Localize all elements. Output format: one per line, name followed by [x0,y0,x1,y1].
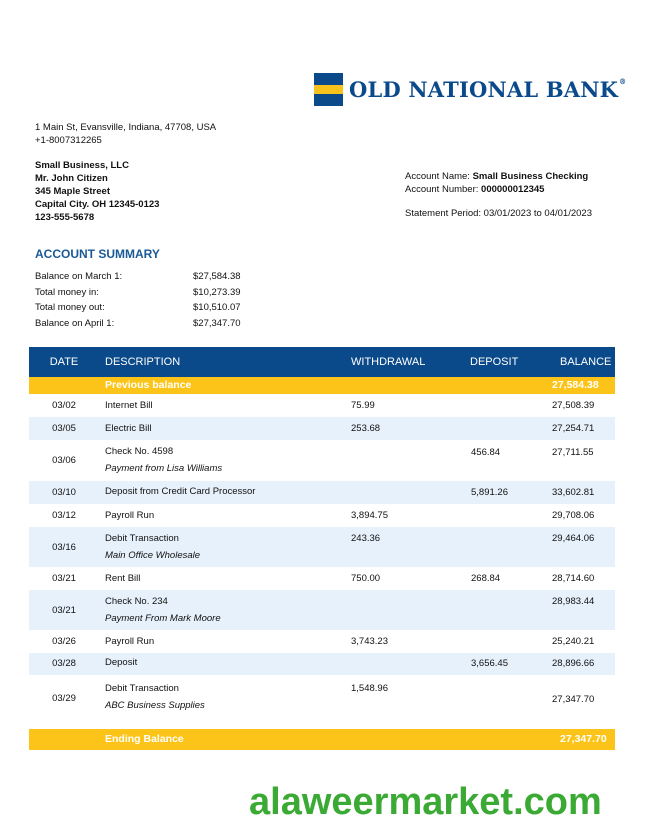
row-date: 03/05 [52,423,76,434]
row-description: Deposit from Credit Card Processor [105,486,256,497]
bank-address-line: 1 Main St, Evansville, Indiana, 47708, USA [35,122,217,133]
row-description: Rent Bill [105,573,141,584]
table-row [29,630,615,653]
previous-balance-label: Previous balance [105,379,192,391]
table-row [29,590,615,630]
header-date: DATE [49,356,79,368]
previous-balance-row [29,377,615,394]
table-row [29,527,615,567]
table-row [29,481,615,504]
row-deposit: 3,656.45 [471,658,508,669]
row-deposit: 456.84 [471,447,501,458]
row-date: 03/06 [52,455,76,466]
header-balance: BALANCE [560,356,612,368]
row-withdrawal: 1,548.96 [351,683,388,694]
account-name: Account Name: Small Business Checking [405,171,589,182]
header-deposit: DEPOSIT [470,356,519,368]
customer-contact: Mr. John Citizen [35,173,108,184]
table-header [29,347,615,377]
transactions-table [29,347,615,750]
table-row [29,675,615,722]
table-row [29,394,615,417]
row-description: Payroll Run [105,636,155,647]
row-deposit: 5,891.26 [471,487,508,498]
account-summary [35,271,241,333]
row-withdrawal: 253.68 [351,423,381,434]
customer-city: Capital City. OH 12345-0123 [35,199,160,210]
row-description: Electric Bill [105,423,152,434]
ending-balance-value: 27,347.70 [560,733,607,745]
summary-title: ACCOUNT SUMMARY [35,247,160,261]
previous-balance-value: 27,584.38 [552,379,599,391]
row-description: Debit Transaction [105,533,179,544]
row-date: 03/16 [52,542,76,553]
row-description: Check No. 4598 [105,446,174,457]
row-date: 03/21 [52,605,76,616]
row-subdescription: Main Office Wholesale [105,550,201,561]
table-row [29,567,615,590]
ending-balance-row [29,729,615,750]
row-subdescription: ABC Business Supplies [105,700,205,711]
row-description: Debit Transaction [105,683,179,694]
row-balance: 33,602.81 [552,487,595,498]
row-date: 03/12 [52,510,76,521]
bank-address [35,121,216,147]
row-subdescription: Payment from Lisa Williams [105,463,223,474]
summary-row: Balance on April 1: $27,347.70 [35,317,241,329]
row-deposit: 268.84 [471,573,501,584]
bank-logo-mark-icon [314,73,343,106]
bank-logo [314,73,626,106]
row-date: 03/28 [52,658,76,669]
row-date: 03/02 [52,400,76,411]
customer-company: Small Business, LLC [35,160,129,171]
header-withdrawal: WITHDRAWAL [351,356,426,368]
header-description: DESCRIPTION [105,356,181,368]
row-withdrawal: 750.00 [351,573,381,584]
table-row [29,653,615,675]
row-balance: 25,240.21 [552,636,595,647]
row-balance: 27,347.70 [552,694,595,705]
customer-street: 345 Maple Street [35,186,110,197]
row-balance: 28,714.60 [552,573,595,584]
row-balance: 27,508.39 [552,400,595,411]
row-date: 03/10 [52,487,76,498]
row-withdrawal: 3,743.23 [351,636,388,647]
customer-block [35,159,159,224]
row-subdescription: Payment From Mark Moore [105,613,221,624]
table-row [29,504,615,527]
summary-row: Balance on March 1: $27,584.38 [35,271,241,282]
row-balance: 29,464.06 [552,533,595,544]
bank-logo-text: OLD NATIONAL BANK® [349,77,627,102]
row-description: Payroll Run [105,510,155,521]
summary-row: Total money in: $10,273.39 [35,286,241,298]
row-withdrawal: 3,894.75 [351,510,388,521]
account-number: Account Number: 000000012345 [405,184,545,195]
statement-period: Statement Period: 03/01/2023 to 04/01/2023 [405,208,592,219]
customer-phone: 123-555-5678 [35,212,95,223]
account-info [405,170,588,196]
row-description: Deposit [105,657,138,668]
row-balance: 27,711.55 [552,447,594,458]
row-withdrawal: 75.99 [351,400,375,411]
row-description: Check No. 234 [105,596,168,607]
watermark: alaweermarket.com [249,781,602,823]
row-balance: 28,896.66 [552,658,595,669]
bank-phone: +1-8007312265 [35,135,102,146]
row-date: 03/29 [52,693,76,704]
table-row [29,440,615,481]
table-row [29,417,615,440]
ending-balance-label: Ending Balance [105,733,184,745]
row-withdrawal: 243.36 [351,533,381,544]
row-date: 03/21 [52,573,76,584]
row-balance: 29,708.06 [552,510,595,521]
row-date: 03/26 [52,636,76,647]
row-balance: 28,983.44 [552,596,595,607]
row-balance: 27,254.71 [552,423,595,434]
row-description: Internet Bill [105,400,153,411]
summary-row: Total money out: $10,510.07 [35,302,241,313]
